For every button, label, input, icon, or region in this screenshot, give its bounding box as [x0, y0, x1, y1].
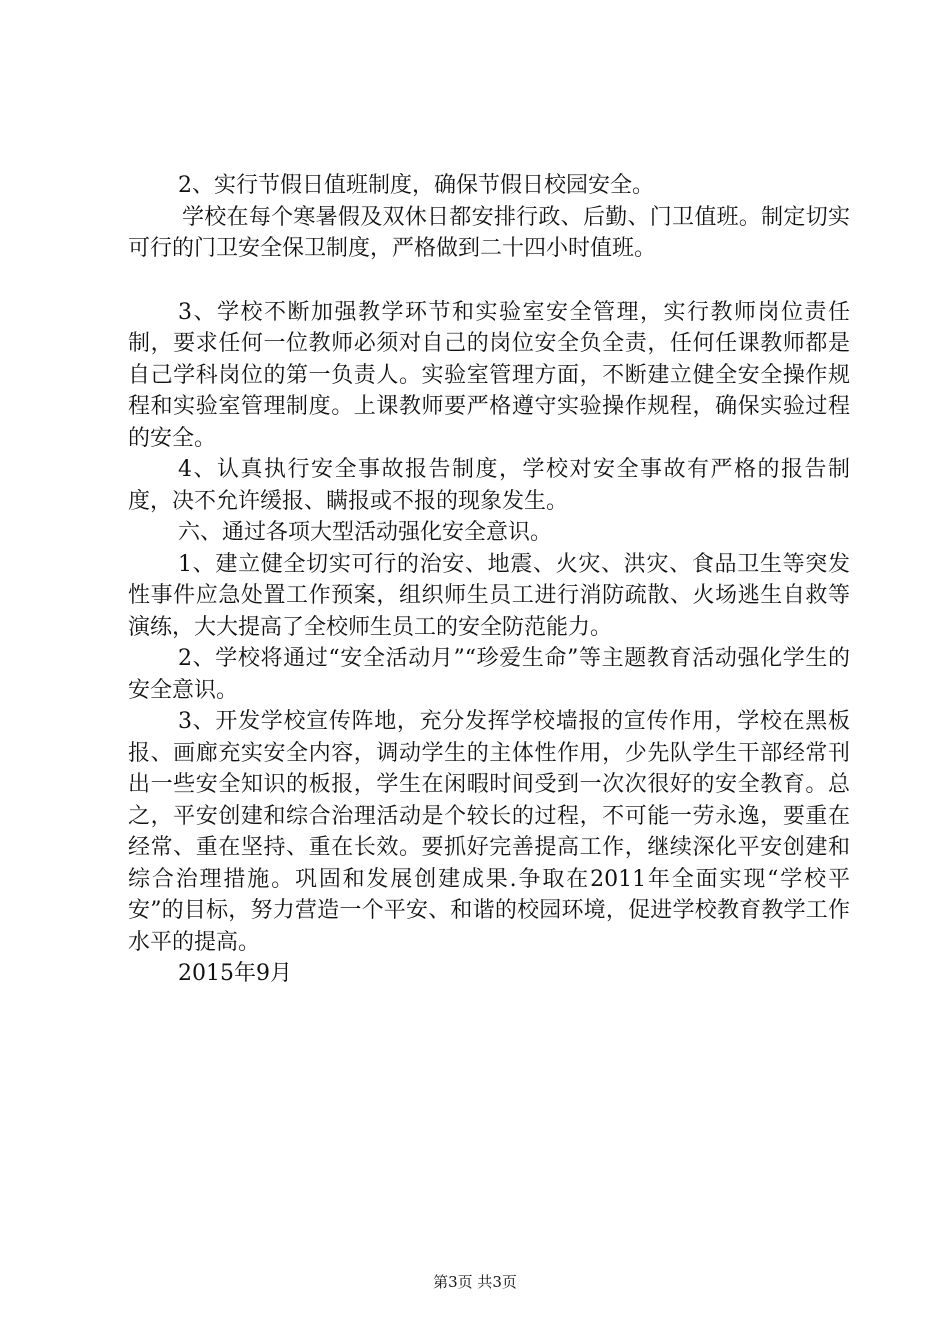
paragraph-holiday-duty: 2、实行节假日值班制度，确保节假日校园安全。	[178, 173, 654, 198]
document-body	[128, 170, 850, 990]
page-footer: 第3页 共3页	[433, 1273, 517, 1291]
document-date: 2015年9月	[178, 961, 292, 986]
paragraph-emergency-plans: 1、建立健全切实可行的治安、地震、火灾、洪灾、食品卫生等突发性事件应急处置工作预案，组织师生员工进行消防疏散、火场逃生自救等演练，大大提高了全校师生员工的安全防范能力。	[128, 551, 850, 640]
section-heading-activities: 六、通过各项大型活动强化安全意识。	[178, 520, 553, 545]
paragraph-duty-details: 学校在每个寒暑假及双休日都安排行政、后勤、门卫值班。制定切实可行的门卫安全保卫制度，严格做到二十四小时值班。	[128, 204, 850, 261]
paragraph-lab-safety: 3、学校不断加强教学环节和实验室安全管理，实行教师岗位责任制，要求任何一位教师必须对自己的岗位安全负全责，任何任课教师都是自己学科岗位的第一负责人。实验室管理方面，不断建立健全安全操作规程和实验室管理制度。上课教师要严格遵守实验操作规程，确保实验过程的安全。	[128, 299, 850, 451]
paragraph-publicity-summary: 3、开发学校宣传阵地，充分发挥学校墙报的宣传作用，学校在黑板报、画廊充实安全内容，调动学生的主体性作用，少先队学生干部经常刊出一些安全知识的板报，学生在闲暇时间受到一次次很好的安全教育。总之，平安创建和综合治理活动是个较长的过程，不可能一劳永逸，要重在经常、重在坚持、重在长效。要抓好完善提高工作，继续深化平安创建和综合治理措施。巩固和发展创建成果.争取在2011年全面实现“学校平安”的目标，努力营造一个平安、和谐的校园环境，促进学校教育教学工作水平的提高。	[128, 709, 850, 955]
paragraph-incident-reporting: 4、认真执行安全事故报告制度，学校对安全事故有严格的报告制度，决不允许缓报、瞒报或不报的现象发生。	[128, 457, 850, 514]
paragraph-theme-education: 2、学校将通过“安全活动月”“珍爱生命”等主题教育活动强化学生的安全意识。	[128, 646, 850, 703]
